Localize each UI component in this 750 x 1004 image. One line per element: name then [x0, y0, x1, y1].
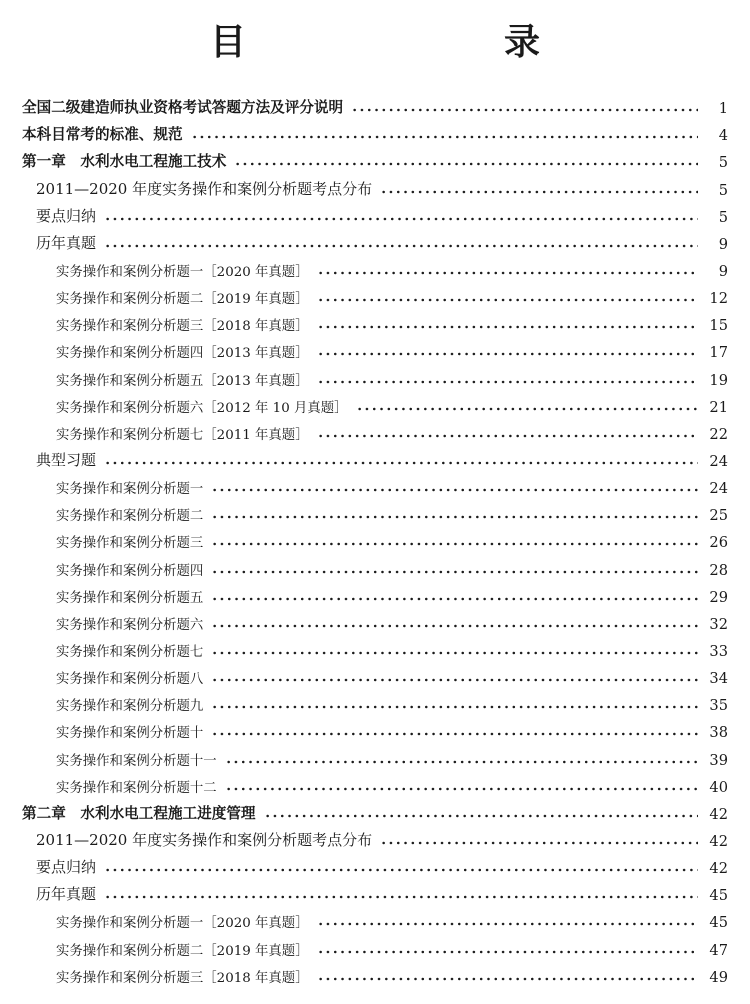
- toc-subsection-entry[interactable]: [22, 393, 728, 420]
- dot-leader: [317, 271, 698, 275]
- toc-page-number: 19: [709, 371, 728, 389]
- toc-entry-label: 实务操作和案例分析题七: [56, 644, 204, 660]
- dot-leader: [317, 950, 698, 954]
- toc-entry-label: 历年真题: [36, 233, 97, 252]
- dot-leader: [211, 488, 698, 492]
- dot-leader: [317, 977, 698, 981]
- toc-page-number: 28: [709, 561, 728, 579]
- toc-entry-label: 2011—2020 年度实务操作和案例分析题考点分布: [36, 179, 373, 198]
- toc-subsection-entry[interactable]: [22, 284, 728, 311]
- dot-leader: [380, 190, 698, 194]
- toc-page-number: 29: [709, 588, 728, 606]
- dot-leader: [211, 515, 698, 519]
- toc-subsection-entry[interactable]: [22, 420, 728, 447]
- toc-page-number: 33: [709, 642, 728, 660]
- dot-leader: [104, 217, 698, 221]
- dot-leader: [317, 325, 698, 329]
- toc-page-number: 39: [709, 751, 728, 769]
- page-title: 目 录: [209, 21, 602, 63]
- toc-page-number: 24: [709, 480, 728, 498]
- toc-page-number: 15: [709, 317, 728, 335]
- toc-entry-label: 实务操作和案例分析题六: [56, 617, 204, 633]
- toc-subsection-entry[interactable]: [22, 365, 728, 392]
- toc-page-number: 42: [709, 805, 728, 823]
- toc-entry-label: 实务操作和案例分析题三: [56, 536, 204, 552]
- toc-entry-label: 实务操作和案例分析题五: [56, 590, 204, 606]
- toc-page-number: 35: [709, 697, 728, 715]
- toc-subsection-entry[interactable]: [22, 745, 728, 772]
- dot-leader: [104, 244, 698, 248]
- toc-page-number: 5: [718, 154, 728, 172]
- toc-entry-label: 实务操作和案例分析题十一: [56, 753, 217, 769]
- dot-leader: [211, 542, 698, 546]
- toc-page-number: 22: [709, 425, 728, 443]
- toc-page-number: 21: [709, 398, 728, 416]
- dot-leader: [264, 814, 698, 818]
- dot-leader: [104, 868, 698, 872]
- toc-page-number: 40: [709, 778, 728, 796]
- toc-entry-label: 2011—2020 年度实务操作和案例分析题考点分布: [36, 830, 373, 849]
- dot-leader: [225, 787, 698, 791]
- toc-subsection-entry[interactable]: [22, 773, 728, 800]
- toc-page-number: 12: [709, 290, 728, 308]
- toc-page-number: 5: [718, 181, 728, 199]
- toc-entry-label: 本科目常考的标准、规范: [22, 126, 183, 144]
- toc-entry-label: 实务操作和案例分析题十: [56, 726, 204, 742]
- toc-subsection-entry[interactable]: [22, 610, 728, 637]
- toc-page-number: 25: [709, 507, 728, 525]
- toc-subsection-entry[interactable]: [22, 501, 728, 528]
- toc-subsection-entry[interactable]: [22, 637, 728, 664]
- toc-subsection-entry[interactable]: [22, 691, 728, 718]
- toc-section-entry[interactable]: [22, 203, 728, 230]
- toc-subsection-entry[interactable]: [22, 583, 728, 610]
- toc-subsection-entry[interactable]: [22, 664, 728, 691]
- toc-entry-label: 实务操作和案例分析题四［2013 年真题］: [56, 346, 309, 362]
- toc-chapter-entry[interactable]: [22, 94, 728, 121]
- toc-chapter-entry[interactable]: [22, 800, 728, 827]
- toc-page-number: 42: [709, 832, 728, 850]
- toc-entry-label: 实务操作和案例分析题三［2018 年真题］: [56, 319, 309, 335]
- toc-entry-label: 实务操作和案例分析题四: [56, 563, 204, 579]
- dot-leader: [211, 651, 698, 655]
- dot-leader: [317, 380, 698, 384]
- toc-chapter-entry[interactable]: [22, 121, 728, 148]
- dot-leader: [211, 570, 698, 574]
- toc-subsection-entry[interactable]: [22, 311, 728, 338]
- dot-leader: [211, 597, 698, 601]
- toc-entry-label: 要点归纳: [36, 858, 97, 877]
- dot-leader: [225, 760, 698, 764]
- dot-leader: [104, 895, 698, 899]
- toc-page-number: 45: [709, 887, 728, 905]
- toc-entry-label: 实务操作和案例分析题二［2019 年真题］: [56, 943, 309, 959]
- toc-subsection-entry[interactable]: [22, 257, 728, 284]
- toc-entry-label: 实务操作和案例分析题三［2018 年真题］: [56, 970, 309, 986]
- toc-page-number: 26: [709, 534, 728, 552]
- toc-entry-label: 实务操作和案例分析题九: [56, 699, 204, 715]
- toc-page-number: 45: [709, 914, 728, 932]
- toc-subsection-entry[interactable]: [22, 555, 728, 582]
- toc-entry-label: 典型习题: [36, 450, 97, 469]
- toc-page-number: 34: [709, 670, 728, 688]
- toc-entry-label: 实务操作和案例分析题一［2020 年真题］: [56, 916, 309, 932]
- toc-subsection-entry[interactable]: [22, 528, 728, 555]
- dot-leader: [380, 841, 698, 845]
- toc-subsection-entry[interactable]: [22, 963, 728, 990]
- toc-entry-label: 历年真题: [36, 885, 97, 904]
- toc-section-entry[interactable]: [22, 854, 728, 881]
- toc-section-entry[interactable]: [22, 827, 728, 854]
- toc-entry-label: 第二章 水利水电工程施工进度管理: [22, 804, 256, 822]
- toc-page-number: 42: [709, 860, 728, 878]
- table-of-contents: [22, 94, 728, 990]
- dot-leader: [356, 407, 698, 411]
- toc-section-entry[interactable]: [22, 230, 728, 257]
- toc-entry-label: 要点归纳: [36, 206, 97, 225]
- toc-section-entry[interactable]: [22, 447, 728, 474]
- toc-subsection-entry[interactable]: [22, 718, 728, 745]
- dot-leader: [317, 434, 698, 438]
- toc-entry-label: 实务操作和案例分析题二［2019 年真题］: [56, 292, 309, 308]
- dot-leader: [317, 922, 698, 926]
- dot-leader: [211, 705, 698, 709]
- toc-entry-label: 实务操作和案例分析题一: [56, 482, 204, 498]
- toc-entry-label: 实务操作和案例分析题七［2011 年真题］: [56, 427, 309, 443]
- toc-entry-label: 实务操作和案例分析题六［2012 年 10 月真题］: [56, 400, 348, 416]
- dot-leader: [211, 732, 698, 736]
- toc-page-number: 17: [709, 344, 728, 362]
- toc-entry-label: 第一章 水利水电工程施工技术: [22, 153, 227, 171]
- dot-leader: [191, 135, 698, 139]
- toc-page-number: 49: [709, 968, 728, 986]
- toc-page-number: 9: [718, 262, 728, 280]
- toc-page-number: 24: [709, 452, 728, 470]
- toc-entry-label: 全国二级建造师执业资格考试答题方法及评分说明: [22, 99, 344, 117]
- toc-page-number: 1: [718, 100, 728, 118]
- toc-entry-label: 实务操作和案例分析题五［2013 年真题］: [56, 373, 309, 389]
- dot-leader: [317, 352, 698, 356]
- toc-section-entry[interactable]: [22, 881, 728, 908]
- dot-leader: [351, 108, 698, 112]
- toc-subsection-entry[interactable]: [22, 908, 728, 935]
- toc-section-entry[interactable]: [22, 175, 728, 202]
- toc-entry-label: 实务操作和案例分析题八: [56, 672, 204, 688]
- dot-leader: [211, 624, 698, 628]
- toc-subsection-entry[interactable]: [22, 935, 728, 962]
- toc-entry-label: 实务操作和案例分析题一［2020 年真题］: [56, 264, 309, 280]
- toc-chapter-entry[interactable]: [22, 148, 728, 175]
- dot-leader: [104, 461, 698, 465]
- toc-page-number: 5: [718, 208, 728, 226]
- toc-page-number: 47: [709, 941, 728, 959]
- toc-subsection-entry[interactable]: [22, 474, 728, 501]
- dot-leader: [234, 162, 698, 166]
- toc-page-number: 32: [709, 615, 728, 633]
- toc-entry-label: 实务操作和案例分析题二: [56, 509, 204, 525]
- toc-subsection-entry[interactable]: [22, 338, 728, 365]
- toc-page-number: 4: [718, 127, 728, 145]
- toc-page-number: 9: [718, 235, 728, 253]
- dot-leader: [317, 298, 698, 302]
- dot-leader: [211, 678, 698, 682]
- toc-page-number: 38: [709, 724, 728, 742]
- toc-entry-label: 实务操作和案例分析题十二: [56, 780, 217, 796]
